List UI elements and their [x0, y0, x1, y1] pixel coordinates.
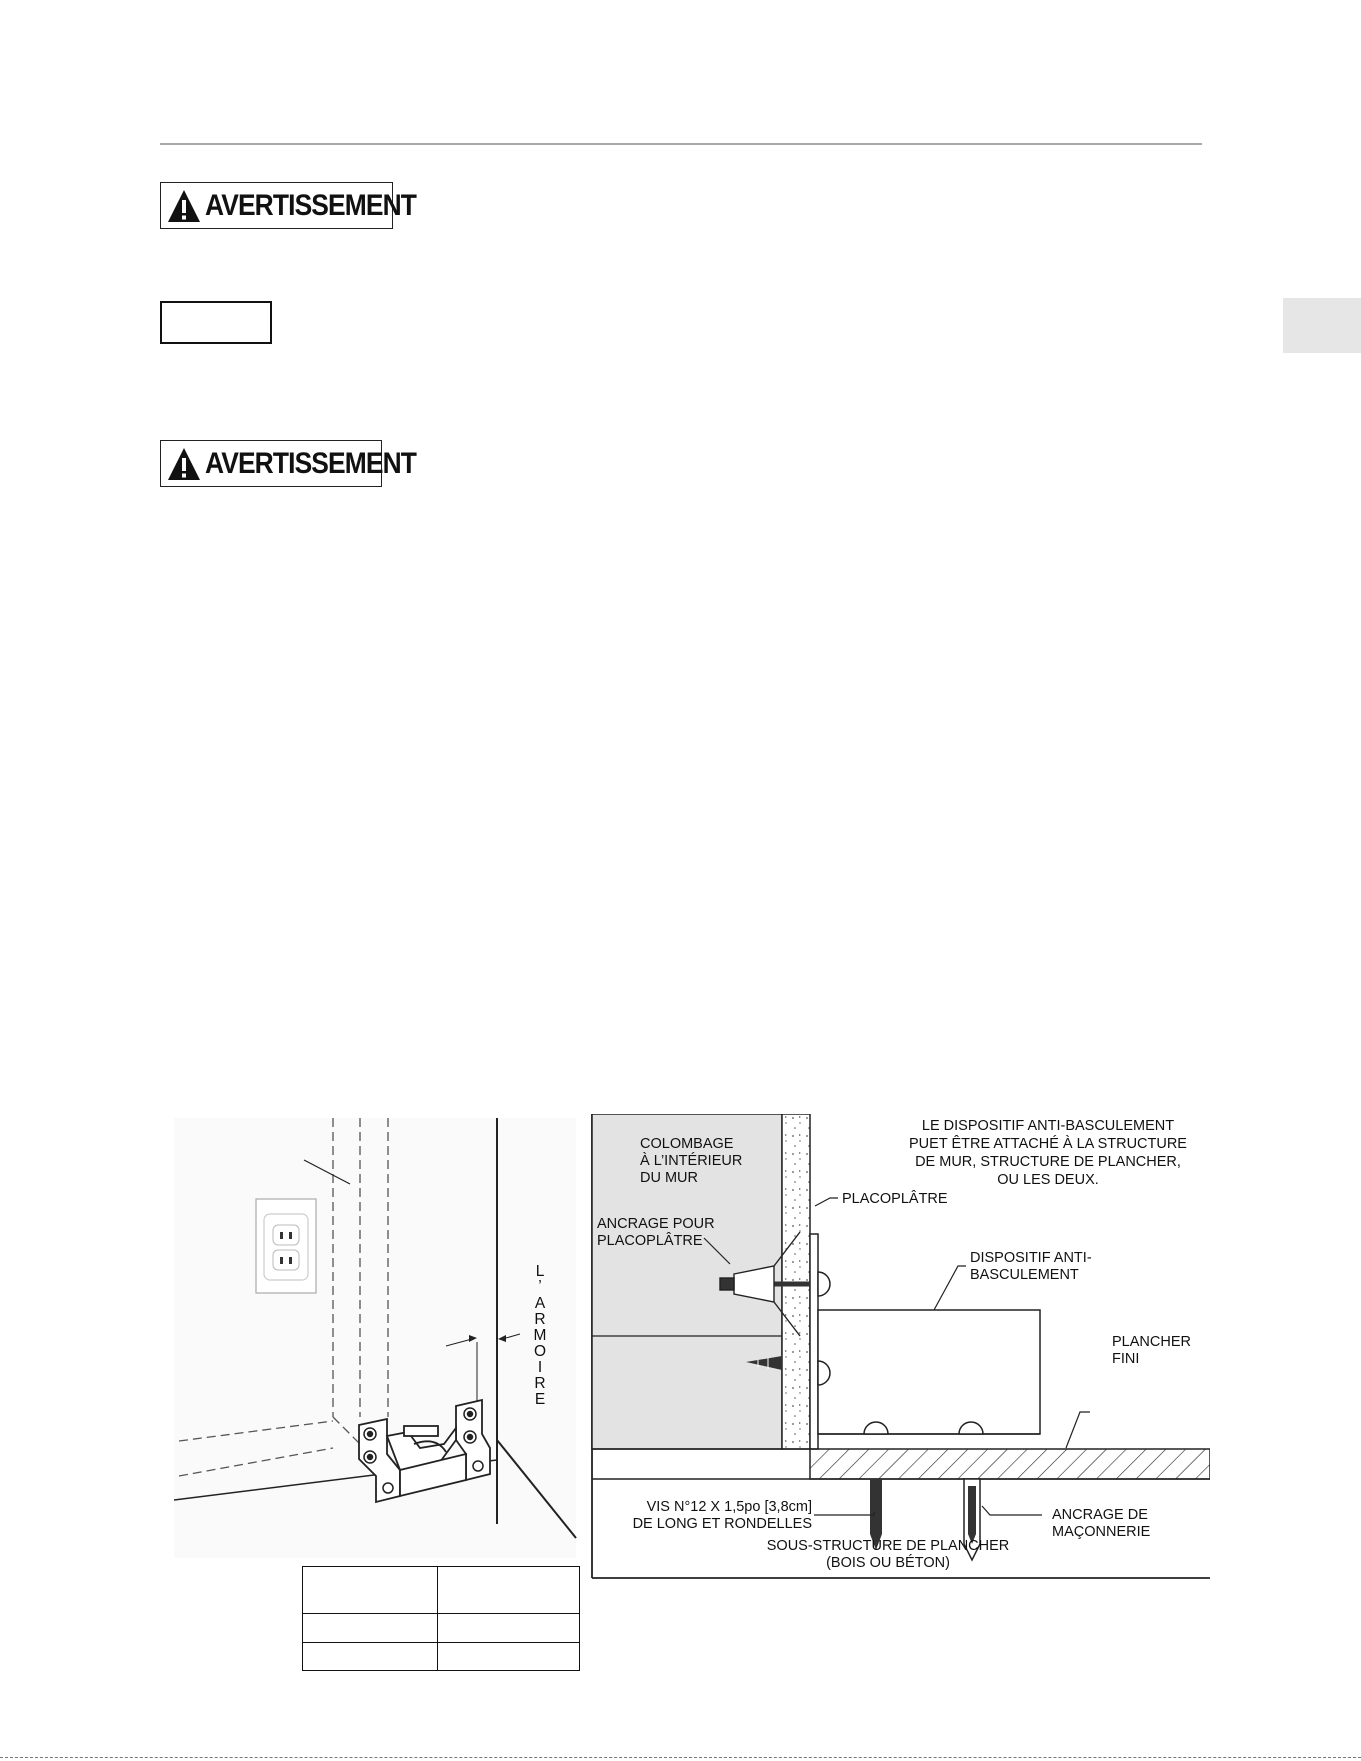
stud-label: À L’INTÉRIEUR — [640, 1153, 743, 1169]
tip-note-line: LE DISPOSITIF ANTI-BASCULEMENT — [921, 1118, 1175, 1134]
svg-text:M: M — [533, 1327, 547, 1344]
table-cell — [438, 1642, 580, 1670]
svg-text:R: R — [534, 1311, 546, 1328]
finished-floor-label: FINI — [1112, 1351, 1140, 1367]
wall-floor-section-drawing — [592, 1114, 1210, 1578]
footer-rule — [0, 1757, 1361, 1758]
table-cell — [303, 1614, 438, 1642]
screw-label: DE LONG ET RONDELLES — [632, 1516, 812, 1532]
svg-text:R: R — [534, 1375, 546, 1392]
tip-note-line: DE MUR, STRUCTURE DE PLANCHER, — [915, 1154, 1181, 1170]
header-rule — [160, 143, 1202, 145]
warning-text: AVERTISSEMENT — [205, 446, 417, 480]
spec-table — [302, 1566, 580, 1671]
stud-label: COLOMBAGE — [640, 1136, 734, 1152]
svg-text:I: I — [537, 1359, 543, 1376]
device-label: BASCULEMENT — [970, 1267, 1079, 1283]
table-cell — [438, 1567, 580, 1614]
warning-triangle-icon — [167, 446, 201, 482]
warning-label — [160, 440, 417, 487]
anti-tip-installation-figure — [174, 1114, 1210, 1594]
finished-floor-label: PLANCHER — [1112, 1334, 1191, 1350]
table-row — [303, 1642, 580, 1670]
warning-label — [160, 182, 417, 229]
section-tab — [1283, 298, 1361, 353]
svg-text:’: ’ — [538, 1278, 542, 1295]
svg-text:O: O — [533, 1343, 547, 1360]
table-cell — [438, 1614, 580, 1642]
stud-label: DU MUR — [640, 1170, 698, 1186]
drywall-anchor-label: ANCRAGE POUR — [597, 1216, 715, 1232]
table-row — [303, 1614, 580, 1642]
table-cell — [303, 1642, 438, 1670]
wall-outlet — [256, 1199, 316, 1293]
warning-text: AVERTISSEMENT — [205, 188, 417, 222]
subfloor-label: SOUS-STRUCTURE DE PLANCHER — [766, 1538, 1010, 1554]
svg-text:A: A — [534, 1295, 546, 1312]
device-label: DISPOSITIF ANTI- — [970, 1250, 1092, 1266]
blank-notice-label — [160, 301, 272, 344]
masonry-anchor-label: MAÇONNERIE — [1052, 1524, 1151, 1540]
tip-note-line: OU LES DEUX. — [997, 1172, 1099, 1188]
bracket-perspective-drawing — [174, 1118, 576, 1558]
warning-triangle-icon — [167, 188, 201, 224]
tip-note-line: PUET ÊTRE ATTACHÉ À LA STRUCTURE — [909, 1136, 1187, 1152]
svg-text:L: L — [535, 1263, 545, 1280]
table-row — [303, 1567, 580, 1614]
masonry-anchor-label: ANCRAGE DE — [1052, 1507, 1148, 1523]
drywall-anchor-label: PLACOPLÂTRE — [597, 1233, 703, 1249]
subfloor-label: (BOIS OU BÉTON) — [826, 1555, 950, 1571]
screw-label: VIS N°12 X 1,5po [3,8cm] — [646, 1499, 812, 1515]
table-cell — [303, 1567, 438, 1614]
drywall-label: PLACOPLÂTRE — [842, 1191, 948, 1207]
svg-text:E: E — [534, 1391, 546, 1408]
